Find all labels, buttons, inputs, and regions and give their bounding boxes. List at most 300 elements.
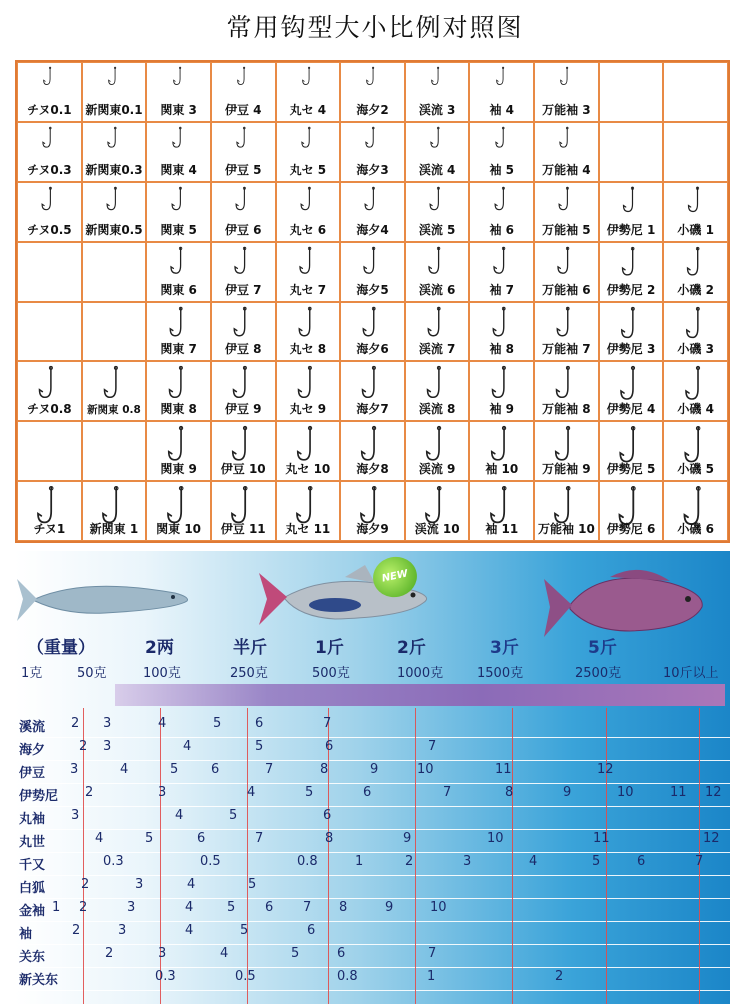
row-divider <box>15 967 730 968</box>
hook-type-name: 关东 <box>19 950 46 965</box>
hook-cell <box>17 182 82 242</box>
hook-cell <box>534 481 599 541</box>
fish-hook-icon <box>365 66 379 88</box>
hook-size-value: 0.8 <box>297 854 318 869</box>
hook-label: 渓流 5 <box>418 222 456 237</box>
row-divider <box>15 990 730 991</box>
fish-hook-icon <box>362 246 383 278</box>
hook-cell <box>405 481 470 541</box>
hook-cell <box>405 122 470 182</box>
hook-cell <box>17 481 82 541</box>
hook-type-name: 新关东 <box>19 973 59 988</box>
hook-cell <box>534 182 599 242</box>
weight-gradient-bar <box>115 684 725 706</box>
fish-hook-icon <box>40 186 58 214</box>
hook-size-value: 9 <box>403 831 412 846</box>
weight-size-chart <box>15 551 730 1004</box>
hook-cell <box>276 242 341 302</box>
row-divider <box>15 852 730 853</box>
hook-size-value: 7 <box>323 716 332 731</box>
hook-cell <box>340 62 405 122</box>
hook-size-value: 6 <box>323 808 332 823</box>
hook-label: 関東 3 <box>160 102 197 117</box>
hook-cell <box>663 361 728 421</box>
fish-hook-icon <box>171 126 187 151</box>
weight-label-top: （重量） <box>27 638 95 658</box>
hook-cell <box>82 122 147 182</box>
hook-size-value: 7 <box>695 854 704 869</box>
fish-hook-icon <box>37 365 62 403</box>
hook-cell <box>599 122 664 182</box>
hook-cell <box>663 122 728 182</box>
hook-label: 伊豆 4 <box>224 102 262 117</box>
small-fish-icon <box>15 569 195 629</box>
fish-hook-icon <box>299 186 317 214</box>
hook-size-value: 7 <box>443 785 452 800</box>
hook-size-value: 5 <box>227 900 236 915</box>
hook-label: 新関東0.1 <box>85 102 143 117</box>
hook-cell <box>82 182 147 242</box>
hook-label: 万能袖 5 <box>542 222 591 237</box>
hook-cell <box>405 361 470 421</box>
fish-hook-icon <box>430 66 444 88</box>
hook-cell <box>469 361 534 421</box>
hook-cell <box>405 182 470 242</box>
hook-cell <box>405 62 470 122</box>
hook-size-value: 4 <box>220 946 229 961</box>
hook-cell <box>146 182 211 242</box>
hook-cell <box>276 421 341 481</box>
hook-size-value: 6 <box>325 739 334 754</box>
hook-cell <box>534 122 599 182</box>
hook-label: 袖 11 <box>485 522 519 536</box>
hook-size-value: 10 <box>417 762 434 777</box>
hook-cell <box>276 302 341 362</box>
hook-cell <box>405 302 470 362</box>
hook-size-value: 0.5 <box>200 854 221 869</box>
hook-cell <box>146 242 211 302</box>
hook-cell <box>599 361 664 421</box>
fish-hook-icon <box>172 66 186 88</box>
hook-cell <box>663 182 728 242</box>
hook-cell <box>534 421 599 481</box>
weight-label-bottom: 1克 <box>21 666 43 681</box>
fish-hook-icon <box>41 126 57 151</box>
row-divider <box>15 783 730 784</box>
weight-label-top: 3斤 <box>490 638 519 658</box>
hook-label: 伊勢尼 5 <box>606 462 656 477</box>
hook-label: 小磯 1 <box>677 222 714 237</box>
hook-size-value: 5 <box>145 831 154 846</box>
fish-hook-icon <box>234 186 252 214</box>
fish-hook-icon <box>301 66 315 88</box>
hook-label: チヌ0.5 <box>26 222 72 237</box>
hook-size-value: 2 <box>85 785 94 800</box>
hook-size-value: 5 <box>291 946 300 961</box>
hook-cell <box>82 62 147 122</box>
hook-cell <box>534 242 599 302</box>
fish-hook-icon <box>554 365 579 403</box>
hook-size-value: 2 <box>405 854 414 869</box>
hook-cell <box>663 481 728 541</box>
hook-size-value: 11 <box>495 762 512 777</box>
hook-size-value: 4 <box>175 808 184 823</box>
fish-hook-icon <box>558 126 574 151</box>
weight-label-bottom: 1000克 <box>397 666 444 681</box>
fish-hook-icon <box>170 186 188 214</box>
hook-label: 袖 8 <box>489 342 515 357</box>
weight-label-top: 2两 <box>145 638 174 658</box>
hook-cell <box>663 62 728 122</box>
hook-cell <box>211 122 276 182</box>
hook-size-value: 5 <box>240 923 249 938</box>
hook-label: 丸セ 6 <box>289 222 327 237</box>
hook-label: 小磯 4 <box>677 402 714 417</box>
hook-label: 海夕6 <box>356 342 389 357</box>
hook-type-name: 金袖 <box>19 904 46 919</box>
hook-label: 渓流 9 <box>418 462 456 477</box>
hook-cell <box>599 242 664 302</box>
hook-label: 伊勢尼 2 <box>606 282 656 297</box>
fish-hook-icon <box>235 126 251 151</box>
weight-label-top: 1斤 <box>315 638 344 658</box>
hook-cell <box>17 302 82 362</box>
hook-type-name: 伊势尼 <box>19 789 59 804</box>
hook-size-value: 0.3 <box>103 854 124 869</box>
hook-label: 万能袖 9 <box>542 462 591 477</box>
hook-size-value: 12 <box>705 785 722 800</box>
fish-hook-icon <box>107 66 121 88</box>
hook-size-value: 11 <box>593 831 610 846</box>
hook-cell <box>469 302 534 362</box>
fish-hook-icon <box>557 186 575 214</box>
hook-cell <box>663 421 728 481</box>
hook-type-name: 千又 <box>19 858 46 873</box>
hook-cell <box>469 421 534 481</box>
fish-hook-icon <box>559 66 573 88</box>
hook-cell <box>599 421 664 481</box>
hook-size-value: 2 <box>71 716 80 731</box>
hook-type-name: 丸世 <box>19 835 46 850</box>
hook-label: 関東 9 <box>160 462 197 477</box>
hook-size-value: 2 <box>79 900 88 915</box>
hook-size-value: 7 <box>255 831 264 846</box>
hook-label: 万能袖 6 <box>542 282 591 297</box>
fish-hook-icon <box>300 126 316 151</box>
fish-hook-icon <box>556 246 577 278</box>
hook-label: 渓流 10 <box>414 522 460 536</box>
hook-size-value: 6 <box>197 831 206 846</box>
weight-label-top: 2斤 <box>397 638 426 658</box>
fish-hook-icon <box>236 66 250 88</box>
hook-label: 小磯 5 <box>677 462 714 477</box>
fish-hook-icon <box>360 365 385 403</box>
fish-hook-icon <box>232 306 255 341</box>
hook-size-value: 7 <box>428 946 437 961</box>
fish-hook-icon <box>621 186 641 216</box>
hook-cell <box>82 242 147 302</box>
hook-label: 海夕3 <box>356 162 389 177</box>
hook-cell <box>17 361 82 421</box>
fish-hook-icon <box>167 306 190 341</box>
hook-size-value: 2 <box>81 877 90 892</box>
hook-cell <box>211 361 276 421</box>
hook-label: 伊豆 6 <box>224 222 262 237</box>
hook-size-value: 4 <box>183 739 192 754</box>
weight-label-top: 半斤 <box>233 638 267 658</box>
hook-cell <box>340 182 405 242</box>
hook-label: 海夕8 <box>356 462 389 477</box>
weight-label-bottom: 500克 <box>312 666 350 681</box>
hook-cell <box>146 421 211 481</box>
row-divider <box>15 829 730 830</box>
hook-label: 袖 5 <box>489 162 515 177</box>
hook-cell <box>534 302 599 362</box>
hook-size-value: 6 <box>211 762 220 777</box>
hook-cell <box>82 361 147 421</box>
hook-cell <box>211 62 276 122</box>
hook-cell <box>17 122 82 182</box>
new-badge: NEW <box>369 553 420 601</box>
hook-cell <box>469 481 534 541</box>
fish-hook-icon <box>493 186 511 214</box>
hook-label: 海夕5 <box>356 282 389 297</box>
fish-hook-icon <box>42 66 56 88</box>
hook-size-value: 7 <box>265 762 274 777</box>
hook-label: 丸セ 4 <box>289 102 327 117</box>
fish-hook-icon <box>494 126 510 151</box>
hook-label: 袖 10 <box>485 462 519 477</box>
hook-label: 海夕4 <box>356 222 389 237</box>
weight-label-bottom: 10斤以上 <box>663 666 719 681</box>
hook-size-value: 2 <box>105 946 114 961</box>
hook-size-value: 6 <box>637 854 646 869</box>
hook-label: 新関東0.5 <box>85 222 143 237</box>
weight-label-top: 5斤 <box>588 638 617 658</box>
fish-hook-icon <box>495 66 509 88</box>
hook-label: チヌ0.3 <box>26 162 72 177</box>
hook-label: 丸セ 7 <box>289 282 327 297</box>
hook-type-name: 海夕 <box>19 743 46 758</box>
hook-cell <box>340 302 405 362</box>
hook-size-value: 4 <box>185 923 194 938</box>
hook-cell <box>146 481 211 541</box>
hook-size-value: 10 <box>617 785 634 800</box>
hook-cell <box>599 182 664 242</box>
hook-cell <box>340 361 405 421</box>
hook-label: 関東 10 <box>156 522 202 536</box>
hook-cell <box>211 242 276 302</box>
hook-label: 関東 7 <box>160 342 197 357</box>
hook-label: 関東 8 <box>160 402 197 417</box>
hook-size-value: 6 <box>363 785 372 800</box>
hook-cell <box>211 302 276 362</box>
hook-label: 伊豆 8 <box>224 342 262 357</box>
hook-size-value: 6 <box>307 923 316 938</box>
hook-size-value: 12 <box>597 762 614 777</box>
hook-label: 新関東 0.8 <box>87 404 141 417</box>
hook-label: チヌ0.8 <box>26 402 72 417</box>
fish-hook-icon <box>231 365 256 403</box>
fish-hook-icon <box>686 186 706 216</box>
weight-marker-line <box>512 708 513 1004</box>
fish-hook-icon <box>295 365 320 403</box>
hook-cell <box>276 481 341 541</box>
hook-label: 小磯 3 <box>677 342 714 357</box>
fish-hook-icon <box>296 306 319 341</box>
hook-cell <box>663 242 728 302</box>
hook-cell <box>469 182 534 242</box>
hook-label: 丸セ 9 <box>289 402 327 417</box>
hook-label: 小磯 2 <box>677 282 714 297</box>
fish-hook-icon <box>106 126 122 151</box>
hook-size-value: 3 <box>70 762 79 777</box>
hook-size-value: 5 <box>255 739 264 754</box>
hook-label: 伊豆 7 <box>224 282 262 297</box>
hook-size-value: 4 <box>529 854 538 869</box>
fish-hook-icon <box>105 186 123 214</box>
fish-hook-icon <box>233 246 254 278</box>
hook-cell <box>663 302 728 362</box>
hook-size-value: 2 <box>79 739 88 754</box>
hook-cell <box>340 481 405 541</box>
hook-cell <box>599 302 664 362</box>
hook-size-value: 5 <box>213 716 222 731</box>
hook-label: 渓流 7 <box>418 342 456 357</box>
hook-cell <box>599 481 664 541</box>
weight-label-bottom: 50克 <box>77 666 107 681</box>
weight-label-bottom: 1500克 <box>477 666 524 681</box>
hook-size-value: 9 <box>563 785 572 800</box>
hook-size-value: 9 <box>370 762 379 777</box>
hook-cell <box>405 421 470 481</box>
fish-hook-icon <box>101 365 126 403</box>
row-divider <box>15 875 730 876</box>
fish-hook-icon <box>490 306 513 341</box>
hook-size-value: 8 <box>320 762 329 777</box>
hook-type-name: 白狐 <box>19 881 46 896</box>
row-divider <box>15 898 730 899</box>
hook-size-value: 1 <box>427 969 436 984</box>
hook-type-name: 伊豆 <box>19 766 46 781</box>
hook-label: 丸セ 8 <box>289 342 327 357</box>
hook-type-name: 溪流 <box>19 720 46 735</box>
hook-label: 関東 5 <box>160 222 197 237</box>
hook-size-value: 8 <box>325 831 334 846</box>
hook-label: 関東 6 <box>160 282 197 297</box>
hook-size-value: 5 <box>170 762 179 777</box>
hook-size-value: 3 <box>158 946 167 961</box>
hook-label: 伊豆 5 <box>224 162 262 177</box>
fish-hook-icon <box>364 126 380 151</box>
row-divider <box>15 760 730 761</box>
fish-hook-icon <box>429 126 445 151</box>
hook-cell <box>146 62 211 122</box>
hook-size-value: 5 <box>305 785 314 800</box>
weight-marker-line <box>415 708 416 1004</box>
hook-label: 丸セ 5 <box>289 162 327 177</box>
hook-cell <box>340 242 405 302</box>
hook-cell <box>469 242 534 302</box>
hook-cell <box>146 122 211 182</box>
hook-size-value: 3 <box>127 900 136 915</box>
row-divider <box>15 806 730 807</box>
hook-label: 伊勢尼 6 <box>606 522 656 536</box>
fish-hook-icon <box>361 306 384 341</box>
fish-hook-icon <box>425 365 450 403</box>
hook-label: 万能袖 3 <box>542 102 591 117</box>
hook-cell <box>82 481 147 541</box>
hook-label: 小磯 6 <box>677 522 714 536</box>
fish-hook-icon <box>168 246 189 278</box>
hook-cell <box>599 62 664 122</box>
hook-label: 袖 6 <box>489 222 515 237</box>
fish-hook-icon <box>426 306 449 341</box>
hook-label: 袖 9 <box>489 402 515 417</box>
hook-cell <box>82 302 147 362</box>
hook-size-value: 8 <box>339 900 348 915</box>
hook-cell <box>146 361 211 421</box>
fish-hook-icon <box>427 246 448 278</box>
hook-size-value: 5 <box>248 877 257 892</box>
hook-cell <box>211 182 276 242</box>
fish-hook-icon <box>363 186 381 214</box>
hook-label: 丸セ 10 <box>285 462 331 477</box>
hook-label: 丸セ 11 <box>285 522 331 536</box>
hook-type-name: 丸袖 <box>19 812 46 827</box>
weight-marker-line <box>606 708 607 1004</box>
hook-size-value: 5 <box>229 808 238 823</box>
hook-size-value: 1 <box>52 900 61 915</box>
hook-label: 万能袖 7 <box>542 342 591 357</box>
hook-size-value: 3 <box>463 854 472 869</box>
hook-label: 万能袖 10 <box>537 522 595 536</box>
hook-label: 万能袖 4 <box>542 162 591 177</box>
hook-cell <box>276 122 341 182</box>
hook-cell <box>469 122 534 182</box>
hook-size-value: 12 <box>703 831 720 846</box>
hook-label: チヌ0.1 <box>26 102 72 117</box>
hook-cell <box>340 421 405 481</box>
hook-label: 伊勢尼 1 <box>606 222 656 237</box>
hook-size-value: 0.8 <box>337 969 358 984</box>
page-title: 常用钩型大小比例对照图 <box>226 13 524 42</box>
hook-cell <box>276 361 341 421</box>
hook-size-value: 6 <box>255 716 264 731</box>
hook-size-value: 10 <box>430 900 447 915</box>
hook-cell <box>211 421 276 481</box>
hook-size-value: 0.5 <box>235 969 256 984</box>
hook-size-value: 6 <box>337 946 346 961</box>
weight-label-bottom: 2500克 <box>575 666 622 681</box>
hook-cell <box>82 421 147 481</box>
hook-label: 渓流 8 <box>418 402 456 417</box>
hook-label: 海夕7 <box>356 402 389 417</box>
fish-hook-icon <box>684 306 708 343</box>
fish-hook-icon <box>491 246 512 278</box>
hook-size-value: 2 <box>72 923 81 938</box>
hook-size-value: 1 <box>355 854 364 869</box>
hook-label: 渓流 6 <box>418 282 456 297</box>
hook-label: 関東 4 <box>160 162 197 177</box>
hook-size-value: 4 <box>158 716 167 731</box>
hook-size-value: 3 <box>118 923 127 938</box>
hook-label: 伊豆 10 <box>220 462 266 477</box>
hook-size-value: 3 <box>135 877 144 892</box>
row-divider <box>15 944 730 945</box>
hook-cell <box>534 361 599 421</box>
hook-cell <box>211 481 276 541</box>
